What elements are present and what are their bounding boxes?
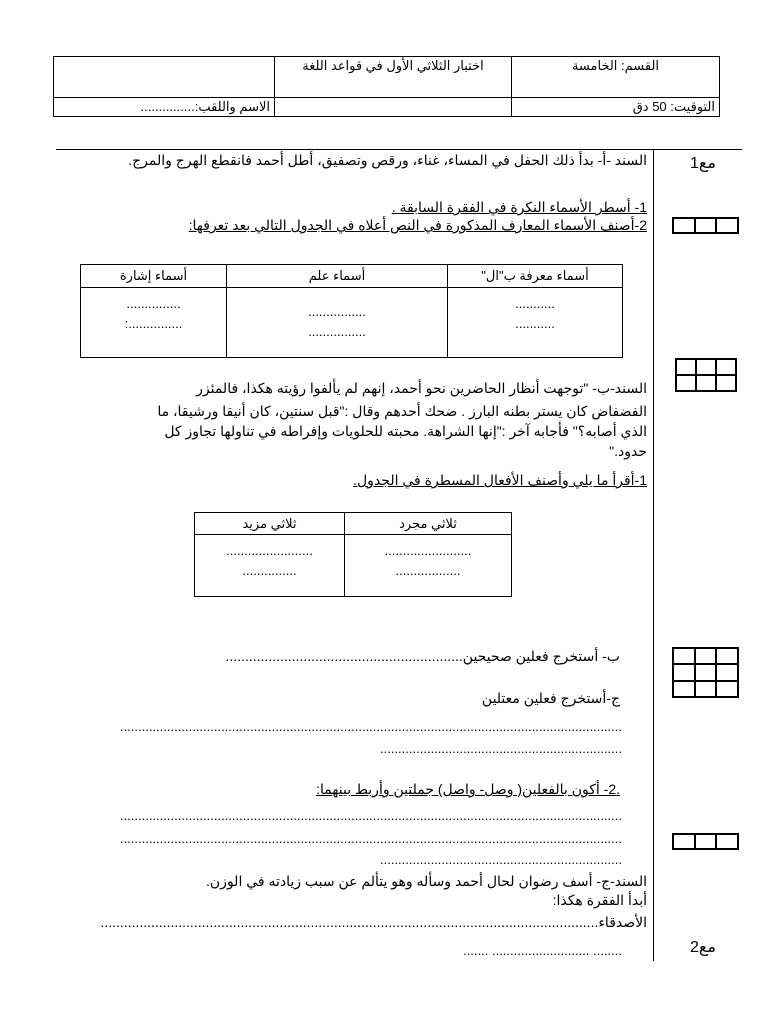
- th-demonstratives: أسماء إشارة: [81, 265, 227, 288]
- th-al-nouns: أسماء معرفة ب"ال": [448, 265, 623, 288]
- passage-b-line-3: الذي أصابه؟" فأجابه آخر :"إنها الشراهة. محبته للحلويات وإفراطه في تناولها تجاوز كل: [164, 423, 647, 439]
- answer-line-1: ...........................................................................................................................................: [119, 719, 622, 734]
- td-al-nouns: ........... ...........: [448, 288, 623, 358]
- passage-b-line-2: الفضفاض كان يستر بطنه البارز . ضحك أحدهم وقال :"قبل سنتين، كان أنيقا ورشيقا، ما: [157, 403, 647, 419]
- td-proper-nouns: ................ ................: [227, 288, 448, 358]
- th-bare-triliteral: ثلاثي مجرد: [345, 513, 512, 535]
- passage-b-line-1: السند-ب- "توجهت أنظار الحاضرين نحو أحمد، إنهم لم يألفوا رؤيته هكذا، فالمئزر: [196, 380, 647, 396]
- score-box-2: [675, 358, 737, 392]
- answer-line-4: ...........................................................................................................................................: [119, 831, 622, 846]
- margin-divider: [653, 149, 654, 961]
- question-b-c: ج-أستخرج فعلين معتلين: [481, 690, 620, 706]
- answer-line-6: ........ ........................... .......: [463, 943, 622, 958]
- name-cell-top: [54, 57, 275, 98]
- question-b1: 1-أقرأ ما يلي وأصنف الأفعال المسطرة في الجدول.: [353, 472, 647, 488]
- td-bare-triliteral: ........................ ..................: [345, 535, 512, 597]
- duration-label: التوقيت: 50 دق: [512, 98, 720, 117]
- empty-cell: [275, 98, 512, 117]
- question-a1: 1- أسطر الأسماء النكرة في الفقرة السابقة .: [391, 199, 647, 215]
- table-verbs: [194, 512, 512, 597]
- score-box-1: [672, 217, 739, 234]
- section-divider: [56, 149, 742, 150]
- margin-criterion-1: مع1: [690, 155, 716, 172]
- question-b2: .2- أكون بالفعلين( وصل- واصل) جملتين وأربط بينهما:: [316, 781, 620, 797]
- score-box-3: [672, 647, 739, 698]
- header-table: [53, 56, 720, 117]
- exam-title: اختبار الثلاثي الأول في قواعد اللغة: [275, 57, 512, 98]
- th-proper-nouns: أسماء علم: [227, 265, 448, 288]
- question-a2: 2-أصنف الأسماء المعارف المذكورة في النص أعلاه في الجدول التالي بعد تعرفها:: [188, 217, 647, 233]
- question-b-b: ب- أستخرج فعلين صحيحين.............................................................: [225, 648, 620, 664]
- passage-b-line-4: حدود.": [609, 443, 647, 459]
- td-augmented-triliteral: ........................ ...............: [195, 535, 345, 597]
- section-label: القسم: الخامسة: [512, 57, 720, 98]
- answer-line-2: ...................................................................: [380, 741, 622, 756]
- instruction-c: أبدأ الفقرة هكذا:: [552, 892, 647, 908]
- paragraph-start: الأصدقاء................................................................................................................................: [100, 914, 647, 930]
- passage-c: السند-ج- أسف رضوان لحال أحمد وسأله وهو يتألم عن سبب زيادته في الوزن.: [206, 873, 647, 889]
- margin-criterion-2: مع2: [690, 939, 716, 956]
- name-label: الاسم واللقب:...............: [54, 98, 275, 117]
- table-definite-nouns: [80, 264, 623, 358]
- td-demonstratives: ............... ...............:: [81, 288, 227, 358]
- score-box-4: [672, 833, 739, 850]
- th-augmented-triliteral: ثلاثي مزيد: [195, 513, 345, 535]
- answer-line-5: ...................................................................: [380, 852, 622, 867]
- passage-a: السند -أ- بدأ ذلك الحفل في المساء، غناء، ورقص وتصفيق، أطل أحمد فانقطع الهرج والمرج.: [128, 152, 647, 168]
- answer-line-3: ...........................................................................................................................................: [119, 808, 622, 823]
